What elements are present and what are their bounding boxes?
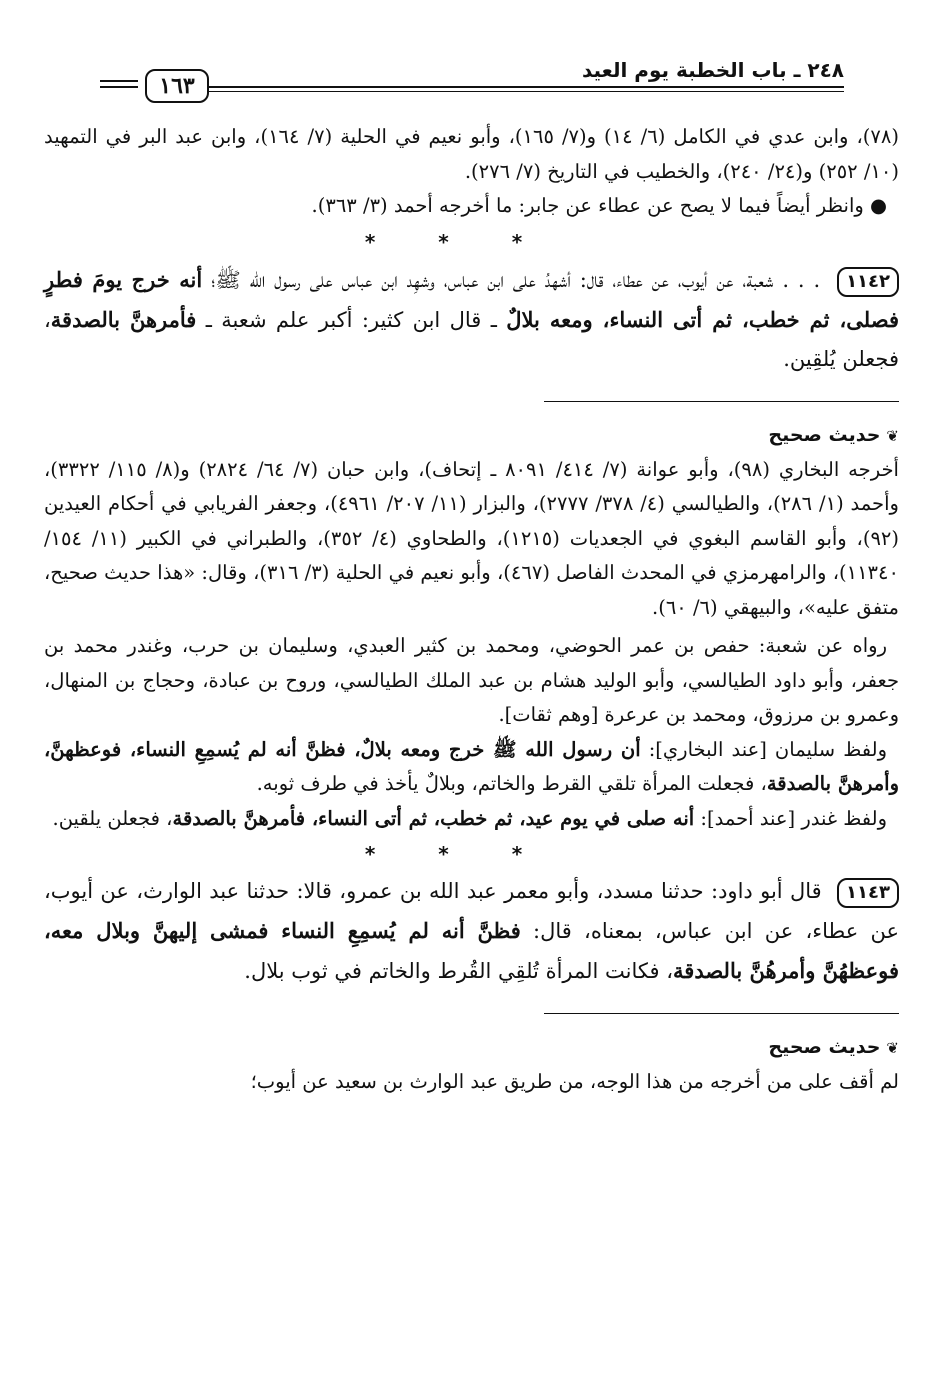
hadith-text: . . . شعبة، عن أيوب، عن عطاء، قال: أشهدُ على ابن عباس، وشهِد ابن عباس على رسول الله ﷺ؛ (202, 267, 830, 292)
takhrij-paragraph: أخرجه البخاري (٩٨)، وأبو عوانة (٧/ ٤١٤/ ٨٠٩١ ـ إتحاف)، وابن حبان (٧/ ٦٤/ ٢٨٢٤) و(٨/ ١١٥/ ٣٣٢٢)، وأحمد (١/ ٢٨٦)، والطيالسي (٤/ ٣٧٨/ ٢٧٧٧)، والبزار (١١/ ٢٠٧/ ٤٩٦١)، وجعفر الفريابي في أحكام العيدين (٩٢)، وأبو القاسم البغوي في الجعديات (١٢١٥)، والطحاوي (٤/ ٣٥٢)، والطبراني في الكبير (١١/ ١٥٤/ ١١٣٤٠)، والرامهرمزي في المحدث الفاصل (٤٦٧)، وأبو نعيم في الحلية (٣/ ٣١٦)، وقال: «هذا حديث صحيح، متفق عليه»، والبيهقي (٦/ ٦٠). (44, 457, 899, 619)
grading-label: حديث صحيح (768, 423, 881, 446)
see-also-note: ● وانظر أيضاً فيما لا يصح عن عطاء عن جابر: ما أخرجه أحمد (٣/ ٣٦٣). (311, 194, 887, 217)
hadith-text: ، فجعلن يُلقِين. (44, 307, 899, 371)
book-icon: ❦ (886, 1039, 899, 1057)
page-body (44, 120, 899, 1100)
wording-bold: أنه صلى في يوم عيد، ثم خطب، ثم أتى النساء، فأمرهنَّ بالصدقة (172, 806, 695, 830)
section-separator: * * * (364, 229, 551, 254)
hadith-1143 (44, 872, 899, 991)
hadith-text: ، فكانت المرأة تُلقِي القُرط والخاتم في ثوب بلال. (244, 959, 674, 983)
wording-intro: ولفظ سليمان [عند البخاري]: (640, 737, 887, 761)
running-title: ٢٤٨ ـ باب الخطبة يوم العيد (581, 58, 844, 82)
ornament-lines (100, 80, 138, 88)
hadith-number-badge: ١١٤٣ (837, 878, 899, 908)
hadith-text: ـ قال ابن كثير: أكبر علم شعبة ـ (196, 307, 507, 332)
sulayman-wording (44, 733, 899, 802)
section-separator: * * * (364, 842, 551, 866)
takhrij-paragraph: لم أقف على من أخرجه من هذا الوجه، من طريق عبد الوارث بن سعيد عن أيوب؛ (250, 1070, 899, 1093)
book-icon: ❦ (886, 426, 899, 445)
ghundar-wording (44, 802, 899, 837)
hadith-matn-bold: فأمرهنَّ بالصدقة (50, 306, 197, 332)
section-rule (544, 1013, 899, 1014)
footnote-continuation: (٧٨)، وابن عدي في الكامل (٦/ ١٤) و(٧/ ١٦٥)، وأبو نعيم في الحلية (٧/ ١٦٤)، وابن عبد البر في التمهيد (١٠/ ٢٥٢) و(٢٤/ ٢٤٠)، والخطيب في التاريخ (٧/ ٢٧٦). (44, 125, 899, 183)
wording-text: ، فجعلن يلقين. (52, 806, 173, 830)
grading-label: حديث صحيح (768, 1036, 881, 1058)
page-number: ١٦٣ (145, 69, 208, 103)
page-number-ornament (100, 66, 220, 106)
hadith-text: قال أبو داود: حدثنا مسدد، وأبو معمر عبد الله بن عمرو، قالا: حدثنا عبد الوارث، عن أيوب، عن عطاء، عن ابن عباس، بمعناه، قال: (44, 879, 900, 943)
header-rule (167, 86, 844, 92)
hadith-matn-bold: أنه خرج يومَ فطرٍ فصلى، ثم خطب، ثم أتى النساء، ومعه بلالٌ (44, 266, 899, 332)
wording-bold: أن رسول الله ﷺ خرج ومعه بلالٌ، فظنَّ أنه لم يُسمِعِ النساء، فوعظهنَّ، وأمرهنَّ بالصدقة (44, 737, 899, 795)
wording-intro: ولفظ غندر [عند أحمد]: (694, 806, 887, 830)
grading-heading (44, 1032, 899, 1063)
hadith-1142 (44, 260, 899, 379)
section-rule (544, 401, 899, 402)
hadith-matn-bold: فظنَّ أنه لم يُسمِعِ النساء فمشى إليهنَّ وبلال معه، فوعظهُنَّ وأمرهُنَّ بالصدقة (44, 918, 899, 983)
narrators-paragraph: رواه عن شعبة: حفص بن عمر الحوضي، ومحمد بن كثير العبدي، وسليمان بن حرب، وغندر محمد بن جعفر، وأبو داود الطيالسي، وأبو الوليد هشام بن عبد الملك الطيالسي، وروح بن عبادة، وحجاج بن المنهال، وعمرو بن مرزوق، ومحمد بن عرعرة [وهم ثقات]. (44, 634, 899, 726)
hadith-number-badge: ١١٤٢ (837, 267, 899, 297)
wording-text: ، فجعلت المرأة تلقي القرط والخاتم، وبلالٌ يأخذ في طرف ثوبه. (256, 772, 767, 795)
grading-heading (44, 420, 899, 451)
